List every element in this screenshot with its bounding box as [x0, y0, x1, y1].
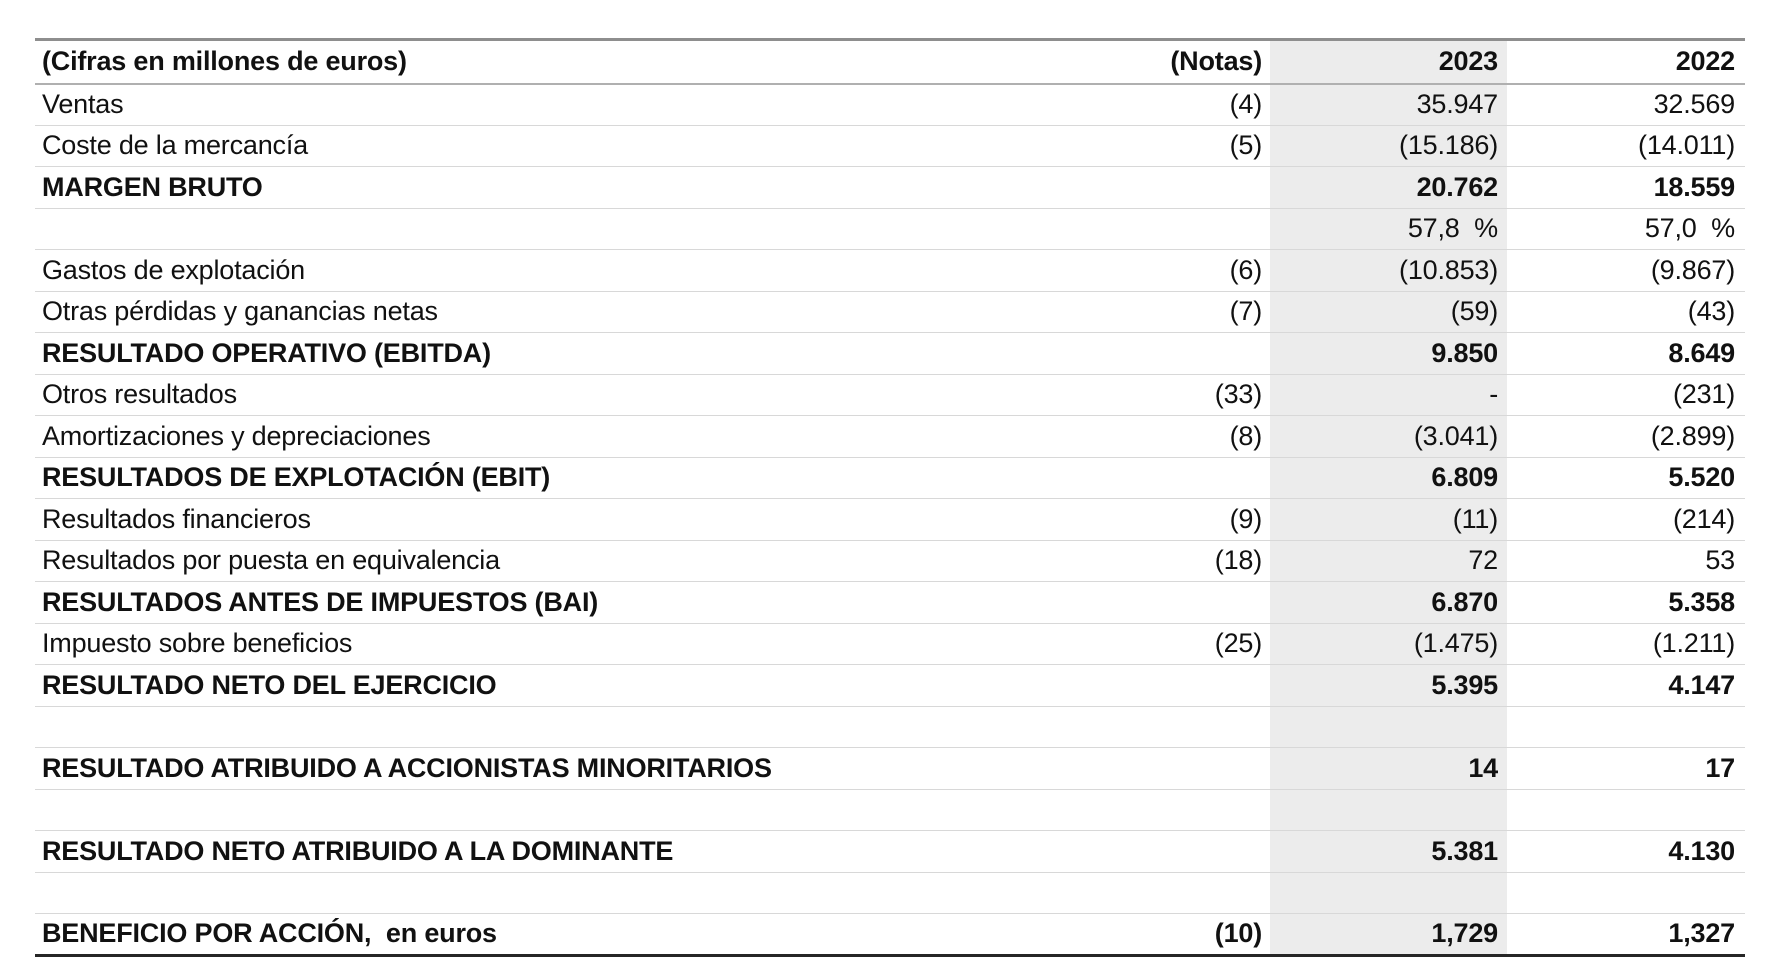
table-row [35, 914, 1745, 956]
row-value-2023: (10.853) [1270, 250, 1507, 292]
row-value-2022: (43) [1687, 296, 1735, 327]
row-value-2023: 72 [1270, 540, 1507, 582]
row-value-2022: (2.899) [1650, 420, 1735, 451]
row-label: RESULTADO NETO ATRIBUIDO A LA DOMINANTE [42, 835, 674, 866]
row-nota: (33) [1214, 379, 1262, 410]
table-row [35, 250, 1745, 292]
row-value-2023: - [1270, 374, 1507, 416]
row-value-2023: 5.395 [1270, 665, 1507, 707]
row-nota: (25) [1214, 628, 1262, 659]
table-row [35, 582, 1745, 624]
row-label: Ventas [42, 89, 124, 119]
row-label: Resultados financieros [42, 503, 311, 534]
row-nota [1085, 167, 1270, 209]
row-value-2023: (15.186) [1270, 125, 1507, 167]
table-body [35, 84, 1745, 956]
row-value-2023: (59) [1270, 291, 1507, 333]
row-label: Otros resultados [42, 379, 237, 410]
row-label: MARGEN BRUTO [42, 171, 263, 202]
table-row [35, 167, 1745, 209]
row-nota: (4) [1229, 89, 1262, 119]
row-nota [1085, 789, 1270, 831]
table-row [35, 125, 1745, 167]
row-value-2022: 17 [1705, 752, 1735, 783]
row-label: RESULTADOS ANTES DE IMPUESTOS (BAI) [42, 586, 599, 617]
row-nota [1085, 208, 1270, 250]
header-units-label: (Cifras en millones de euros) [42, 46, 407, 77]
row-label: Coste de la mercancía [42, 130, 308, 161]
row-nota: (7) [1229, 296, 1262, 327]
row-value-2023: 1,729 [1270, 914, 1507, 956]
row-value-2022: (1.211) [1652, 628, 1735, 659]
row-value-2023: 5.381 [1270, 831, 1507, 873]
income-statement-table [35, 38, 1745, 957]
row-label: RESULTADO NETO DEL EJERCICIO [42, 669, 497, 700]
table-row [35, 208, 1745, 250]
row-nota: (6) [1229, 254, 1262, 285]
table-row [35, 540, 1745, 582]
row-value-2022: 53 [1705, 545, 1735, 576]
header-year-2023: 2023 [1270, 40, 1507, 84]
table-header [35, 40, 1745, 84]
row-value-2023: 6.809 [1270, 457, 1507, 499]
row-nota [1085, 706, 1270, 748]
row-label: BENEFICIO POR ACCIÓN, en euros [42, 918, 497, 949]
table-row [35, 499, 1745, 541]
row-nota [1085, 748, 1270, 790]
row-value-2022: 57,0 % [1644, 213, 1735, 244]
table-row [35, 374, 1745, 416]
table-row [35, 831, 1745, 873]
row-value-2023: 6.870 [1270, 582, 1507, 624]
row-label: Amortizaciones y depreciaciones [42, 420, 431, 451]
row-nota: (18) [1214, 545, 1262, 576]
row-value-2022: 4.130 [1668, 835, 1735, 866]
row-value-2022 [1507, 706, 1745, 748]
row-value-2022: 5.358 [1668, 586, 1735, 617]
table-row [35, 416, 1745, 458]
row-label: Gastos de explotación [42, 254, 305, 285]
row-label: RESULTADOS DE EXPLOTACIÓN (EBIT) [42, 462, 551, 493]
table-row [35, 333, 1745, 375]
row-label: Impuesto sobre beneficios [42, 628, 353, 659]
row-value-2022: 32.569 [1653, 89, 1735, 119]
row-label [35, 706, 1085, 748]
row-nota [1085, 831, 1270, 873]
row-value-2023: 9.850 [1270, 333, 1507, 375]
row-label [35, 208, 1085, 250]
table-row [35, 623, 1745, 665]
row-value-2022 [1507, 872, 1745, 914]
row-label [35, 789, 1085, 831]
header-notas: (Notas) [1170, 46, 1262, 77]
table-row [35, 665, 1745, 707]
row-value-2023: (3.041) [1270, 416, 1507, 458]
row-value-2022: (214) [1672, 503, 1735, 534]
row-nota: (9) [1229, 503, 1262, 534]
row-value-2023 [1270, 706, 1507, 748]
row-value-2022: (14.011) [1638, 130, 1735, 161]
row-value-2023 [1270, 789, 1507, 831]
table-row [35, 457, 1745, 499]
header-year-2022: 2022 [1675, 46, 1735, 77]
row-nota: (10) [1214, 918, 1262, 949]
row-label: Otras pérdidas y ganancias netas [42, 296, 438, 327]
row-value-2023: 20.762 [1270, 167, 1507, 209]
row-value-2023: (1.475) [1270, 623, 1507, 665]
row-nota [1085, 872, 1270, 914]
row-nota [1085, 333, 1270, 375]
row-value-2022 [1507, 789, 1745, 831]
row-value-2022: 8.649 [1668, 337, 1735, 368]
row-label: RESULTADO ATRIBUIDO A ACCIONISTAS MINORITARIOS [42, 752, 772, 783]
row-label: Resultados por puesta en equivalencia [42, 545, 500, 576]
row-value-2023 [1270, 872, 1507, 914]
table-row [35, 84, 1745, 126]
row-value-2022: 5.520 [1668, 462, 1735, 493]
row-value-2022: 18.559 [1653, 171, 1735, 202]
table-row [35, 706, 1745, 748]
row-value-2023: 14 [1270, 748, 1507, 790]
row-value-2022: (9.867) [1650, 254, 1735, 285]
header-row [35, 40, 1745, 84]
table-row [35, 291, 1745, 333]
row-nota: (8) [1229, 420, 1262, 451]
table-row [35, 872, 1745, 914]
row-label: RESULTADO OPERATIVO (EBITDA) [42, 337, 491, 368]
row-nota: (5) [1229, 130, 1262, 161]
row-label [35, 872, 1085, 914]
row-value-2023: 57,8 % [1270, 208, 1507, 250]
row-value-2022: 1,327 [1668, 918, 1735, 949]
table-row [35, 748, 1745, 790]
row-nota [1085, 665, 1270, 707]
table-row [35, 789, 1745, 831]
row-value-2023: (11) [1270, 499, 1507, 541]
row-nota [1085, 582, 1270, 624]
row-value-2023: 35.947 [1270, 84, 1507, 126]
row-value-2022: 4.147 [1668, 669, 1735, 700]
row-value-2022: (231) [1672, 379, 1735, 410]
row-nota [1085, 457, 1270, 499]
